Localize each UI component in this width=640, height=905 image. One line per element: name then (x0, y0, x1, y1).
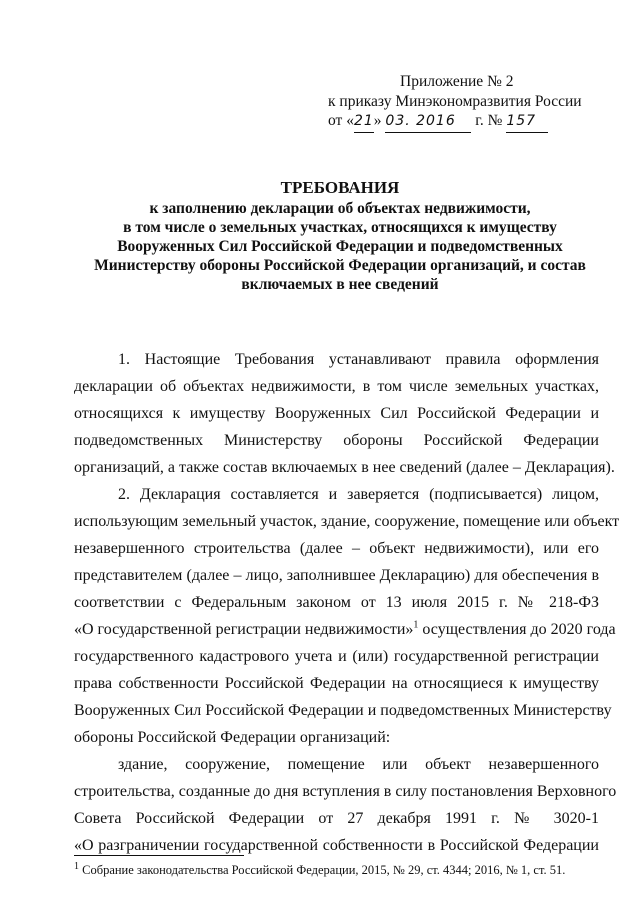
footnote (74, 862, 599, 878)
annex-number: Приложение № 2 (400, 73, 514, 90)
footnote-text: Собрание законодательства Российской Федерации, 2015, № 29, ст. 4344; 2016, № 1, ст. 51. (79, 863, 566, 877)
body-line: здание, сооружение, помещение или объект незавершенного (118, 756, 599, 773)
order-number-label: г. № (471, 112, 507, 129)
annex-header (300, 72, 590, 133)
date-mid: » (373, 112, 386, 129)
body-line: представителем (далее – лицо, заполнившее Декларацию) для обеспечения в (74, 567, 599, 584)
body-line: права собственности Российской Федерации на относящиеся к имуществу (74, 675, 599, 692)
title-line: Вооруженных Сил Российской Федерации и подведомственных (117, 238, 563, 255)
document-body (74, 346, 620, 859)
body-line: использующим земельный участок, здание, сооружение, помещение или объект (74, 513, 620, 530)
title-main: ТРЕБОВАНИЯ (280, 178, 400, 197)
title-line: Министерству обороны Российской Федерации организаций, и состав (94, 257, 586, 274)
body-line-tail: осуществления до 2020 года (418, 621, 616, 638)
title-line: включаемых в нее сведений (241, 276, 439, 293)
body-line: Совета Российской Федерации от 27 декабря 1991 г. № 3020-1 (74, 810, 599, 827)
body-line: «О разграничении государственной собственности в Российской Федерации (74, 837, 599, 854)
body-line: организаций, а также состав включаемых в нее сведений (далее – Декларация). (74, 459, 615, 476)
annex-date-line (300, 111, 590, 133)
body-line: строительства, созданные до дня вступления в силу постановления Верховного (74, 783, 617, 800)
body-line: относящихся к имуществу Вооруженных Сил Российской Федерации и (74, 405, 599, 422)
body-line: Вооруженных Сил Российской Федерации и подведомственных Министерству (74, 702, 612, 719)
handwritten-month-year: 03. 2016 (385, 112, 471, 133)
handwritten-day: 21 (354, 112, 374, 133)
date-prefix: от « (328, 112, 354, 129)
footnote-ref: 1 (413, 619, 419, 631)
body-line: 2. Декларация составляется и заверяется (подписывается) лицом, (118, 486, 599, 503)
body-line: незавершенного строительства (далее – объект недвижимости), или его (74, 540, 599, 557)
footnote-divider (74, 855, 244, 856)
footnote-mark: 1 (74, 860, 79, 872)
annex-order-ref: к приказу Минэкономразвития России (328, 92, 582, 110)
document-title (80, 178, 600, 294)
title-line: в том числе о земельных участках, относящихся к имуществу (123, 219, 557, 236)
handwritten-order-number: 157 (506, 112, 548, 133)
body-line: обороны Российской Федерации организаций: (74, 729, 391, 746)
body-line: 1. Настоящие Требования устанавливают правила оформления (118, 351, 599, 368)
body-line-with-footnote (74, 616, 616, 643)
body-line: соответствии с Федеральным законом от 13 июля 2015 г. № 218-ФЗ (74, 594, 599, 611)
body-line: государственного кадастрового учета и (или) государственной регистрации (74, 648, 599, 665)
law-title: «О государственной регистрации недвижимости» (74, 621, 414, 638)
title-line: к заполнению декларации об объектах недвижимости, (149, 200, 531, 217)
body-line: подведомственных Министерству обороны Российской Федерации (74, 432, 599, 449)
body-line: декларации об объектах недвижимости, в том числе земельных участках, (74, 378, 599, 395)
